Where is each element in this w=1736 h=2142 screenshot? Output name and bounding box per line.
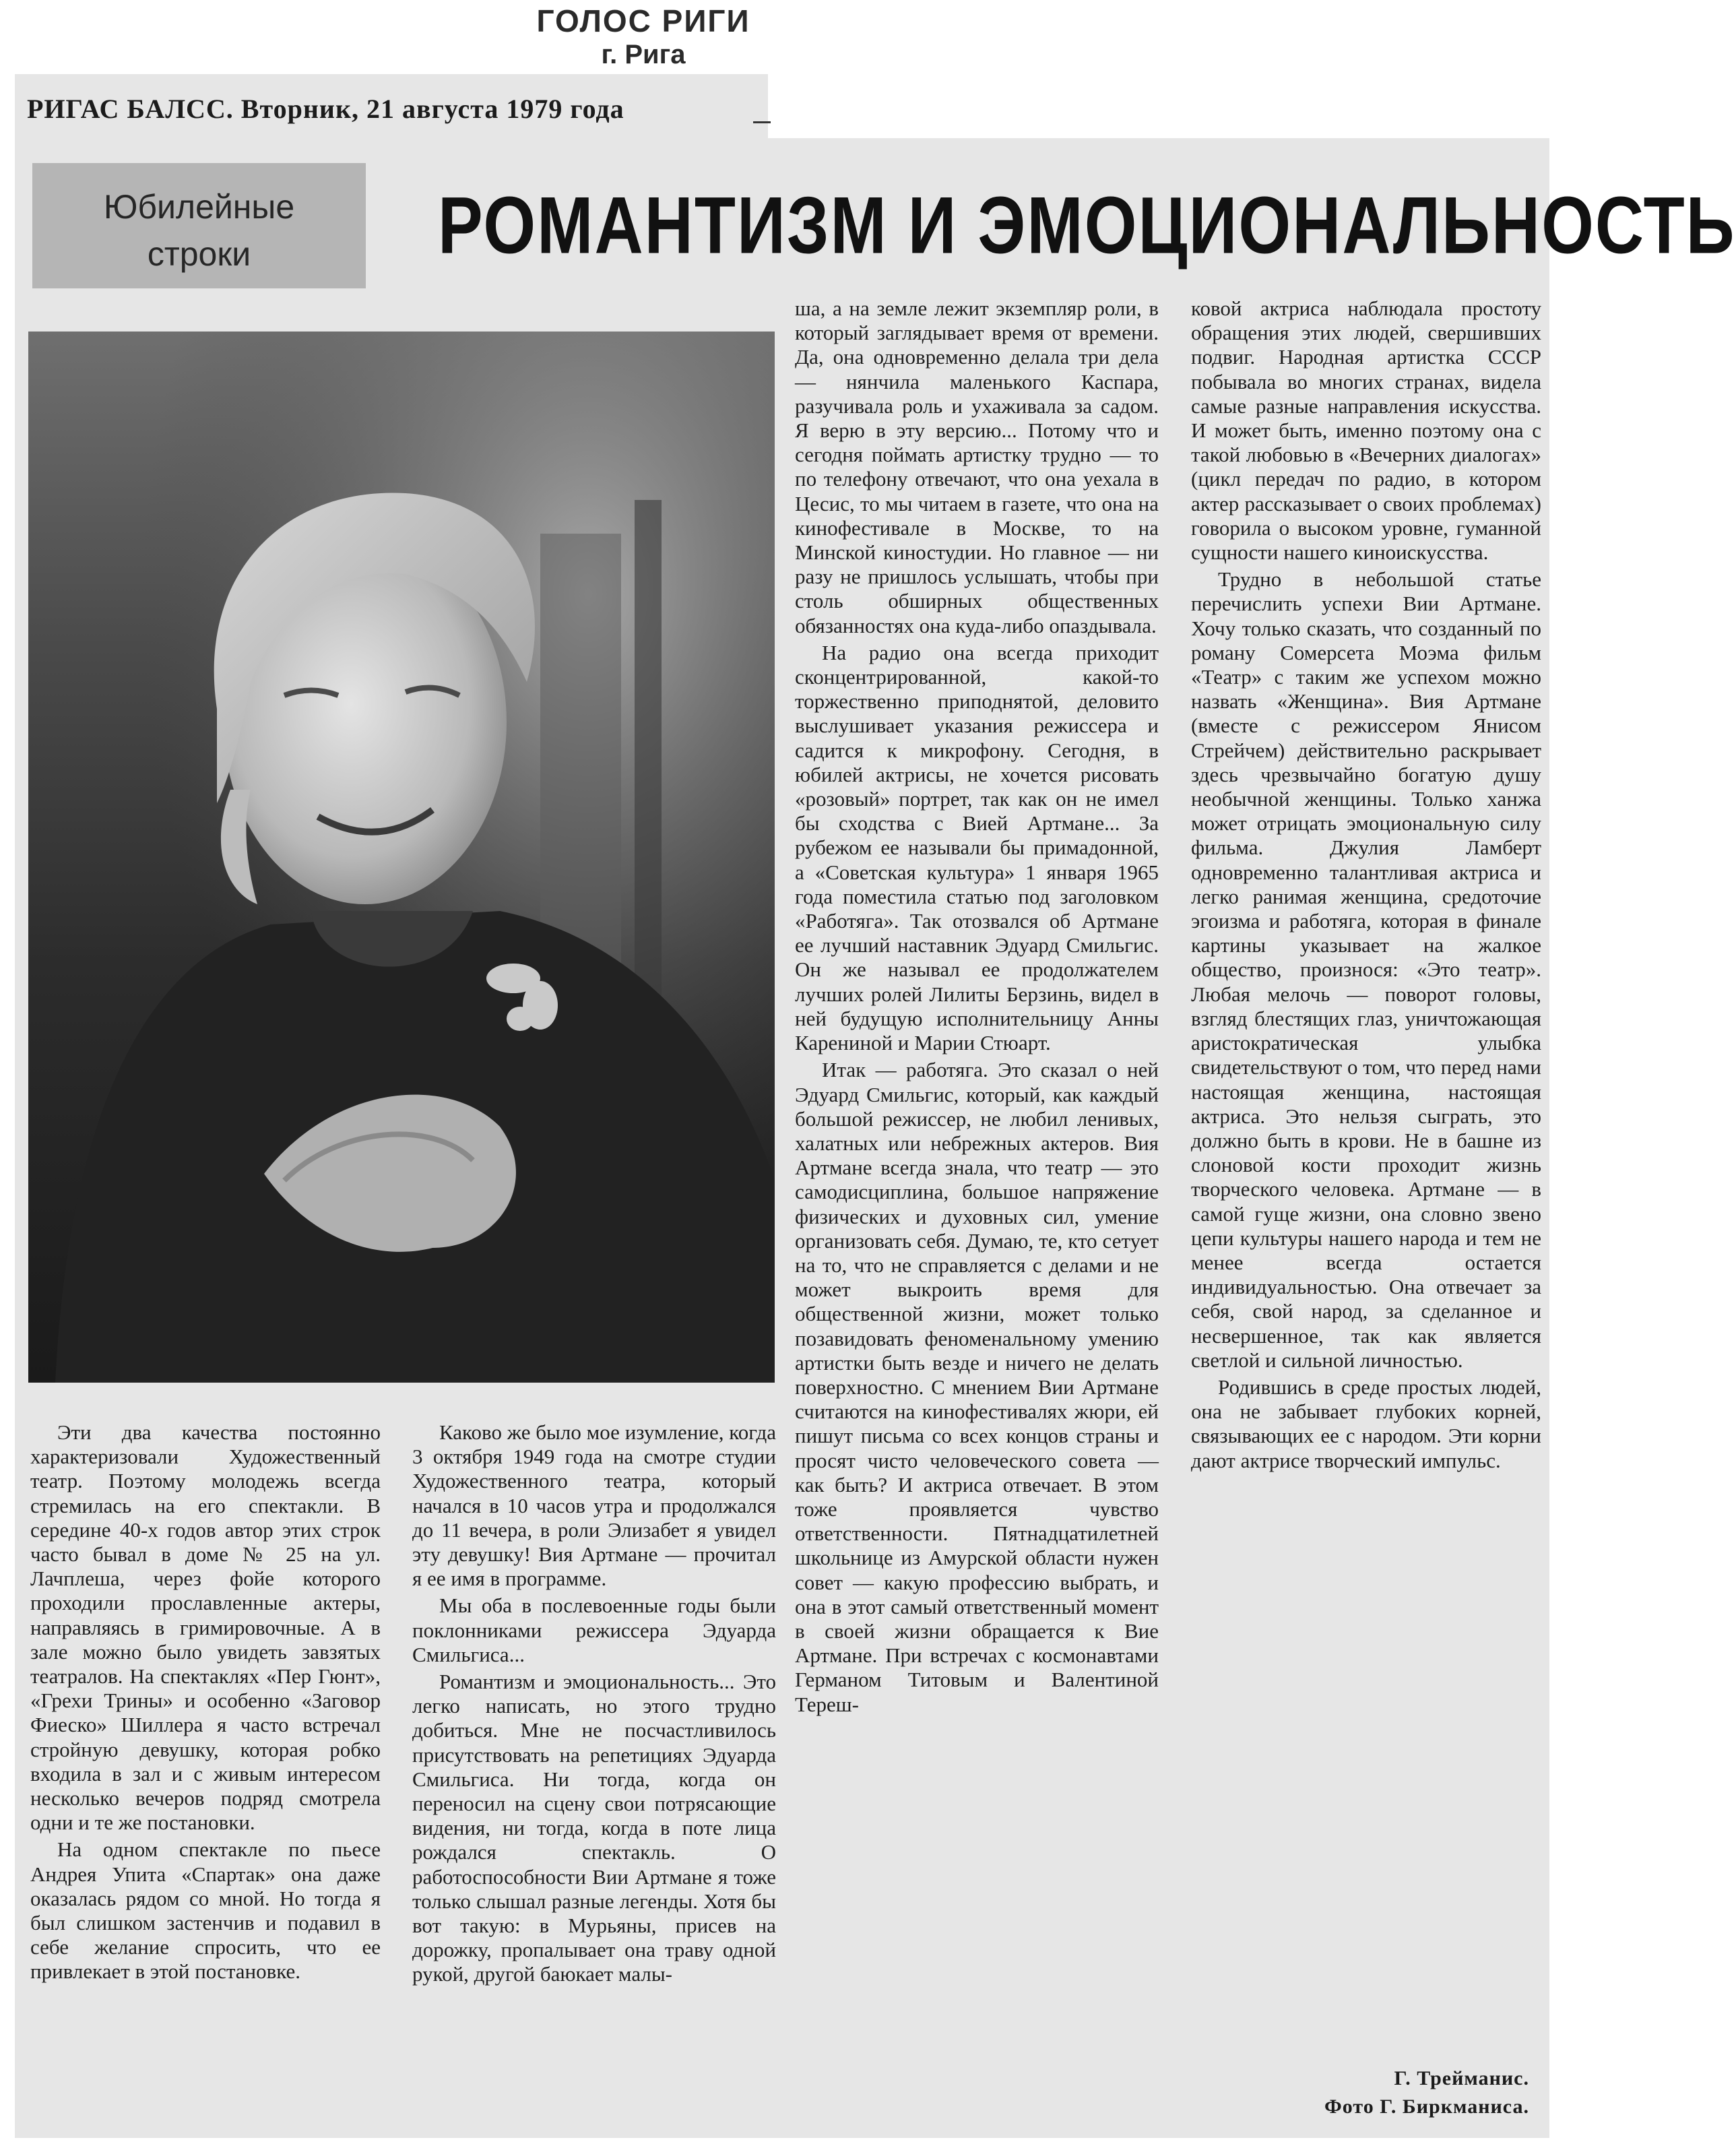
paragraph: ша, а на земле лежит экземпляр роли, в который заглядывает время от времени. Да, она одновременно делала три дела — нянчила маленького Каспара, разучивала роль и ухаживала за садом. Я верю в эту версию... Потому что и сегодня поймать артистку трудно — то по телефону отвечают, что она уехала в Цесис, то мы читаем в газете, что она на кинофестивале в Москве, то на Минской киностудии. Но главное — ни разу не пришлось услышать, чтобы при столь обширных общественных обязанностях она куда-либо опаздывала. [795, 296, 1159, 637]
stamp-title: ГОЛОС РИГИ [536, 3, 750, 38]
rubric-line-2: строки [147, 235, 251, 273]
stamp-city: г. Рига [601, 40, 686, 69]
paragraph: На радио она всегда приходит сконцентрированной, какой-то торжественно приподнятой, деловито выслушивает указания режиссера и садится к микрофону. Сегодня, в юбилей актрисы, не хочется рисовать «розовый» портрет, так как он не имел бы сходства с Вией Артмане... За рубежом ее называли бы примадонной, а «Советская культура» 1 января 1965 года поместила статью под заголовком «Работяга». Так отозвался об Артмане ее лучший наставник Эдуард Смильгис. Он же называл ее продолжателем лучших ролей Лилиты Берзинь, видел в ней будущую исполнительницу Анны Карениной и Марии Стюарт. [795, 640, 1159, 1055]
paragraph: Эти два качества постоянно характеризовали Художественный театр. Поэтому молодежь всегда стремилась на его спектакли. В середине 40-х годов автор этих строк часто бывал в доме № 25 на ул. Лачплеша, через фойе которого проходили прославленные актеры, направляясь в гримировочные. А в зале можно было увидеть завзятых театралов. На спектаклях «Пер Гюнт», «Грехи Трины» и особенно «Заговор Фиеско» Шиллера я часто встречал стройную девушку, которая робко входила в зал и с живым интересом несколько вечеров подряд смотрела одни и те же постановки. [30, 1420, 381, 1835]
author-signature: Г. Трейманис. [1394, 2067, 1529, 2089]
text-column-1 [30, 1420, 381, 1987]
article-headline: РОМАНТИЗМ И ЭМОЦИОНАЛЬНОСТЬ [438, 180, 1736, 271]
portrait-photo [28, 332, 775, 1383]
text-column-2 [412, 1420, 776, 1990]
paragraph: Каково же было мое изумление, когда 3 октября 1949 года на смотре студии Художественного театра, который начался в 10 часов утра и продолжался до 11 вечера, в роли Элизабет я увидел эту девушку! Вия Артмане — прочитал я ее имя в программе. [412, 1420, 776, 1591]
paragraph: Родившись в среде простых людей, она не забывает глубоких корней, связывающих ее с народом. Эти корни дают актрисе творческий импульс. [1191, 1375, 1541, 1472]
newspaper-masthead: РИГАС БАЛСС. Вторник, 21 августа 1979 года [27, 94, 624, 124]
rubric-box [32, 163, 366, 288]
text-column-3 [795, 296, 1159, 1720]
text-column-4 [1191, 296, 1541, 1476]
paragraph: Трудно в небольшой статье перечислить успехи Вии Артмане. Хочу только сказать, что созданный по роману Сомерсета Моэма фильм «Театр» с таким же успехом можно назвать «Женщина». Вия Артмане (вместе с режиссером Янисом Стрейчем) действительно раскрывает здесь чрезвычайно богатую душу необычной женщины. Только ханжа может отрицать эмоциональную силу фильма. Джулия Ламберт одновременно талантливая актриса и легко ранимая женщина, средоточие эгоизма и работяга, которая в финале картины указывает на жалкое общество, произнося: «Это театр». Любая мелочь — поворот головы, взгляд блестящих глаз, уничтожающая аристократическая улыбка свидетельствуют о том, что перед нами настоящая женщина, настоящая актриса. Это нельзя сыграть, это должно быть в крови. Не в башне из слоновой кости проходит жизнь творческого человека. Артмане — в самой гуще жизни, она словно звено цепи культуры нашего народа и тем не менее всегда остается индивидуальностью. Она отвечает за себя, свой народ, за сделанное и несвершенное, так как является светлой и сильной личностью. [1191, 567, 1541, 1372]
paragraph: Итак — работяга. Это сказал о ней Эдуард Смильгис, который, как каждый большой режиссер, не любил ленивых, халатных или небрежных актеров. Вия Артмане всегда знала, что театр — это самодисциплина, большое напряжение физических и духовных сил, умение организовать себя. Думаю, те, кто сетует на то, что не справляется с делами и не может выкроить время для общественной жизни, может только позавидовать феноменальному умению артистки быть везде и ничего не делать поверхностно. С мнением Вии Артмане считаются на кинофестивалях жюри, ей пишут письма со всех концов страны и просят чисто человеческого совета — как быть? И актриса отвечает. В этом тоже проявляется чувство ответственности. Пятнадцатилетней школьнице из Амурской области нужен совет — какую профессию выбрать, и она в этот самый ответственный момент в своей жизни обращается к Вие Артмане. При встречах с космонавтами Германом Титовым и Валентиной Тереш- [795, 1058, 1159, 1716]
paragraph: Романтизм и эмоциональность... Это легко написать, но этого трудно добиться. Мне не посчастливилось присутствовать на репетициях Эдуарда Смильгиса. Ни тогда, когда он переносил на сцену свои потрясающие видения, ни тогда, когда в поте лица рождался спектакль. О работоспособности Вии Артмане я тоже только слышал разные легенды. Хотя бы вот такую: в Мурьяны, присев на дорожку, пропалывает она траву одной рукой, другой баюкает малы- [412, 1670, 776, 1986]
photo-credit: Фото Г. Биркманиса. [1324, 2096, 1529, 2118]
archive-stamp [495, 3, 792, 71]
masthead-dash [753, 121, 771, 123]
paragraph: ковой актриса наблюдала простоту обращения этих людей, свершивших подвиг. Народная артистка СССР побывала во многих странах, видела самые разные направления искусства. И может быть, именно поэтому она с такой любовью в «Вечерних диалогах» (цикл передач по радио, в котором актер рассказывает о своих проблемах) говорила о высоком уровне, гуманной сущности нашего киноискусства. [1191, 296, 1541, 565]
paragraph: На одном спектакле по пьесе Андрея Упита «Спартак» она даже оказалась рядом со мной. Но тогда я был слишком застенчив и подавил в себе желание спросить, что ее привлекает в этой постановке. [30, 1837, 381, 1984]
portrait-illustration [28, 332, 775, 1383]
paragraph: Мы оба в послевоенные годы были поклонниками режиссера Эдуарда Смильгиса... [412, 1594, 776, 1666]
rubric-line-1: Юбилейные [103, 188, 295, 226]
